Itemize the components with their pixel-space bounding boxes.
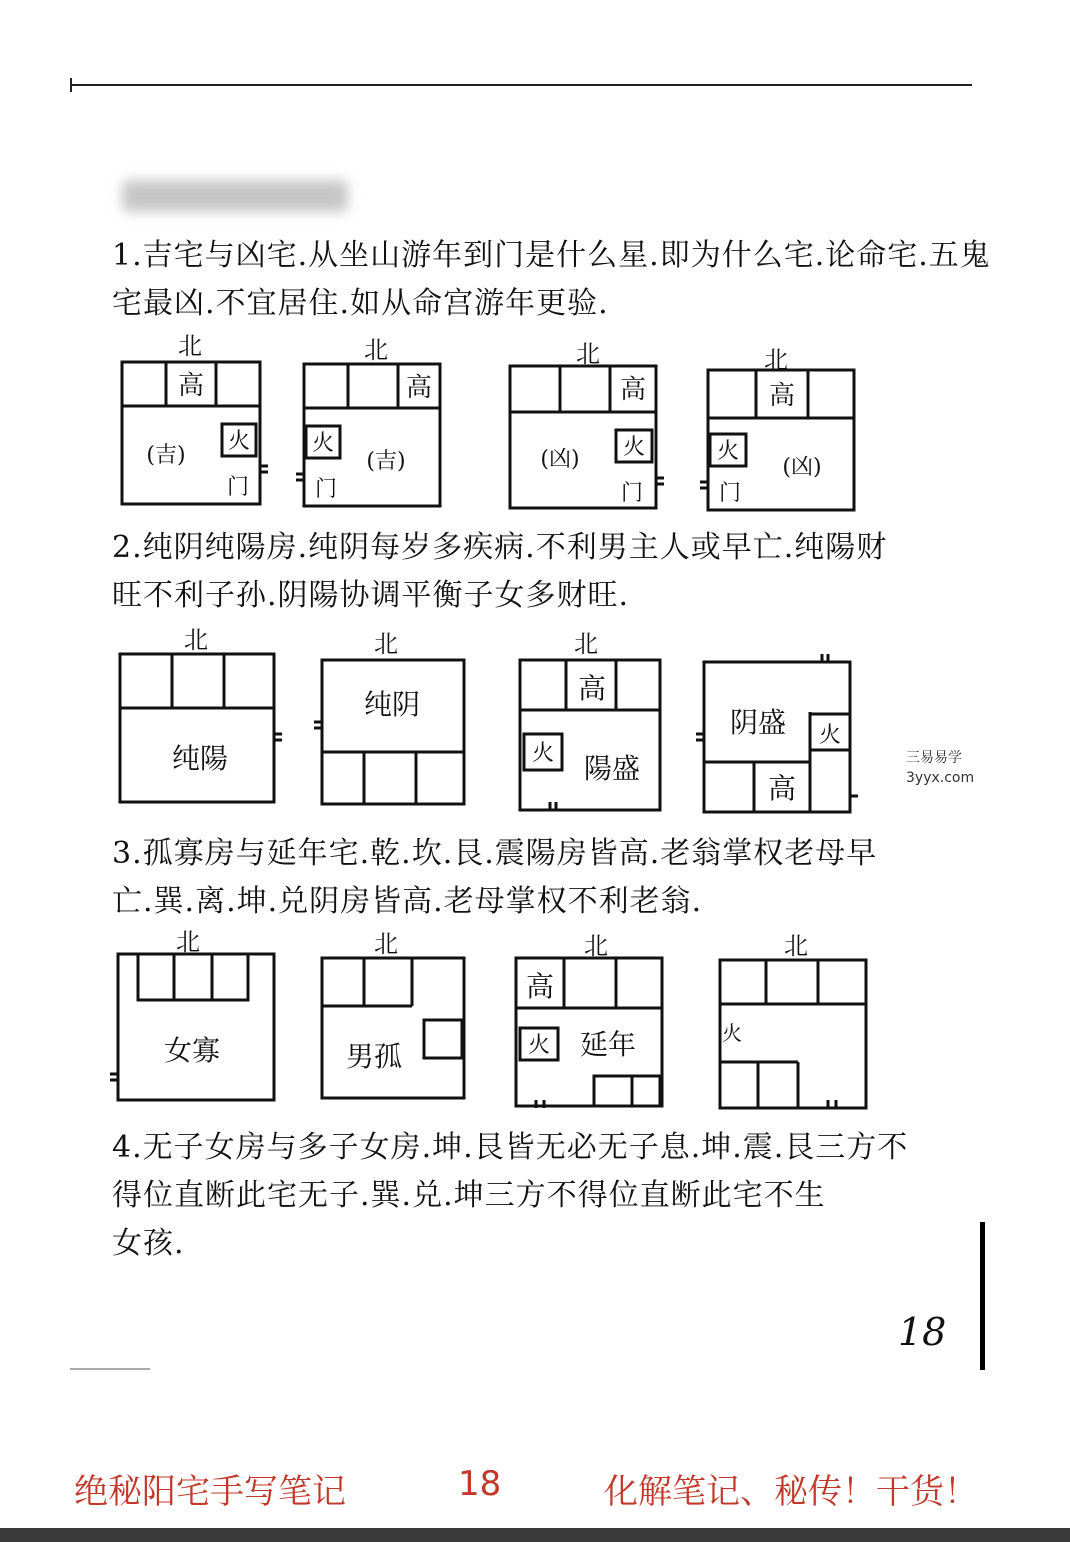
- footer: [0, 1458, 1070, 1514]
- high-label: 高: [767, 772, 797, 805]
- fire-label: 火: [311, 431, 335, 456]
- section-2-text: [112, 524, 912, 620]
- door-label: 门: [226, 475, 250, 500]
- lucky-label: (吉): [146, 443, 186, 468]
- floorplan-pure-yin: [322, 660, 482, 820]
- fire-label: 火: [527, 1033, 551, 1058]
- section-4-line-3: 女孩.: [112, 1226, 185, 1261]
- site-watermark: [906, 748, 974, 788]
- north-label: 北: [374, 930, 398, 958]
- high-label: 高: [619, 375, 647, 405]
- door-label: 门: [620, 481, 644, 506]
- section-1-line-2: 宅最凶.不宜居住.如从命宫游年更验.: [112, 286, 609, 321]
- north-label: 北: [184, 626, 208, 654]
- watermark-line-2: 3yyx.com: [906, 770, 975, 786]
- door-label: 门: [314, 477, 338, 502]
- unlucky-label: (凶): [782, 455, 822, 480]
- high-label: 高: [405, 373, 433, 403]
- fire-label: 火: [531, 741, 555, 766]
- high-label: 高: [577, 672, 607, 705]
- north-label: 北: [574, 630, 598, 658]
- floorplan-missing-corners: [720, 960, 880, 1120]
- footer-page-number: 18: [458, 1464, 502, 1504]
- north-label: 北: [584, 932, 608, 960]
- floorplan-yin-strong: [704, 662, 864, 822]
- section-1-text: [112, 232, 991, 328]
- north-label: 北: [178, 332, 202, 360]
- top-rule: [70, 84, 972, 86]
- yin-strong-label: 阴盛: [729, 706, 787, 739]
- section-4-line-2: 得位直断此宅无子.巽.兑.坤三方不得位直断此宅不生: [112, 1178, 826, 1213]
- pure-yin-label: 纯阴: [363, 688, 421, 721]
- north-label: 北: [764, 346, 788, 374]
- section-3-line-1: 3.孤寡房与延年宅.乾.坎.艮.震陽房皆高.老翁掌权老母早: [112, 836, 878, 871]
- floorplan-unlucky-2: [708, 370, 868, 520]
- floorplan-yang-strong: [520, 660, 680, 820]
- blurred-heading: [122, 180, 348, 212]
- section-4-text: [112, 1124, 912, 1268]
- yang-strong-label: 陽盛: [583, 752, 641, 785]
- high-label: 高: [177, 371, 205, 401]
- fire-label: 火: [622, 435, 646, 460]
- widow-label: 女寡: [163, 1034, 221, 1067]
- longevity-label: 延年: [579, 1028, 637, 1061]
- floorplan-lucky-2: [304, 364, 454, 514]
- floorplan-widow: [118, 954, 288, 1114]
- section-2-line-2: 旺不利子孙.阴陽协调平衡子女多财旺.: [112, 578, 630, 613]
- floorplan-unlucky-1: [510, 366, 670, 516]
- fire-label: 火: [818, 723, 842, 748]
- high-label: 高: [768, 381, 796, 411]
- section-2-line-1: 2.纯阴纯陽房.纯阴每岁多疾病.不利男主人或早亡.纯陽财: [112, 530, 888, 565]
- floorplan-lucky-1: [122, 362, 272, 512]
- footer-title: 绝秘阳宅手写笔记: [74, 1472, 346, 1512]
- floorplan-longevity: [516, 958, 676, 1118]
- floorplan-pure-yang: [120, 654, 290, 814]
- pure-yang-label: 纯陽: [171, 742, 229, 775]
- lucky-label: (吉): [366, 449, 406, 474]
- north-label: 北: [784, 932, 808, 960]
- high-label: 高: [525, 970, 555, 1003]
- north-label: 北: [374, 630, 398, 658]
- section-3-text: [112, 830, 912, 926]
- handwritten-page-number: 18: [898, 1310, 947, 1354]
- footer-slogan: 化解笔记、秘传！干货！: [604, 1472, 978, 1512]
- north-label: 北: [364, 336, 388, 364]
- north-label: 北: [576, 340, 600, 368]
- floorplan-orphan: [322, 958, 482, 1118]
- section-4-line-1: 4.无子女房与多子女房.坤.艮皆无必无子息.坤.震.艮三方不: [112, 1130, 909, 1165]
- right-edge-bar: [980, 1222, 985, 1370]
- bottom-rule: [70, 1368, 150, 1370]
- orphan-label: 男孤: [345, 1040, 403, 1073]
- north-label: 北: [176, 928, 200, 956]
- fire-label: 火: [722, 1021, 742, 1045]
- section-1-line-1: 1.吉宅与凶宅.从坐山游年到门是什么星.即为什么宅.论命宅.五鬼: [112, 238, 991, 273]
- unlucky-label: (凶): [540, 447, 580, 472]
- watermark-line-1: 三易易学: [906, 750, 962, 766]
- door-label: 门: [718, 481, 742, 506]
- fire-label: 火: [227, 429, 251, 454]
- section-3-line-2: 亡.巽.离.坤.兑阴房皆高.老母掌权不利老翁.: [112, 884, 703, 919]
- bottom-edge-bar: [0, 1528, 1070, 1542]
- fire-label: 火: [716, 439, 740, 464]
